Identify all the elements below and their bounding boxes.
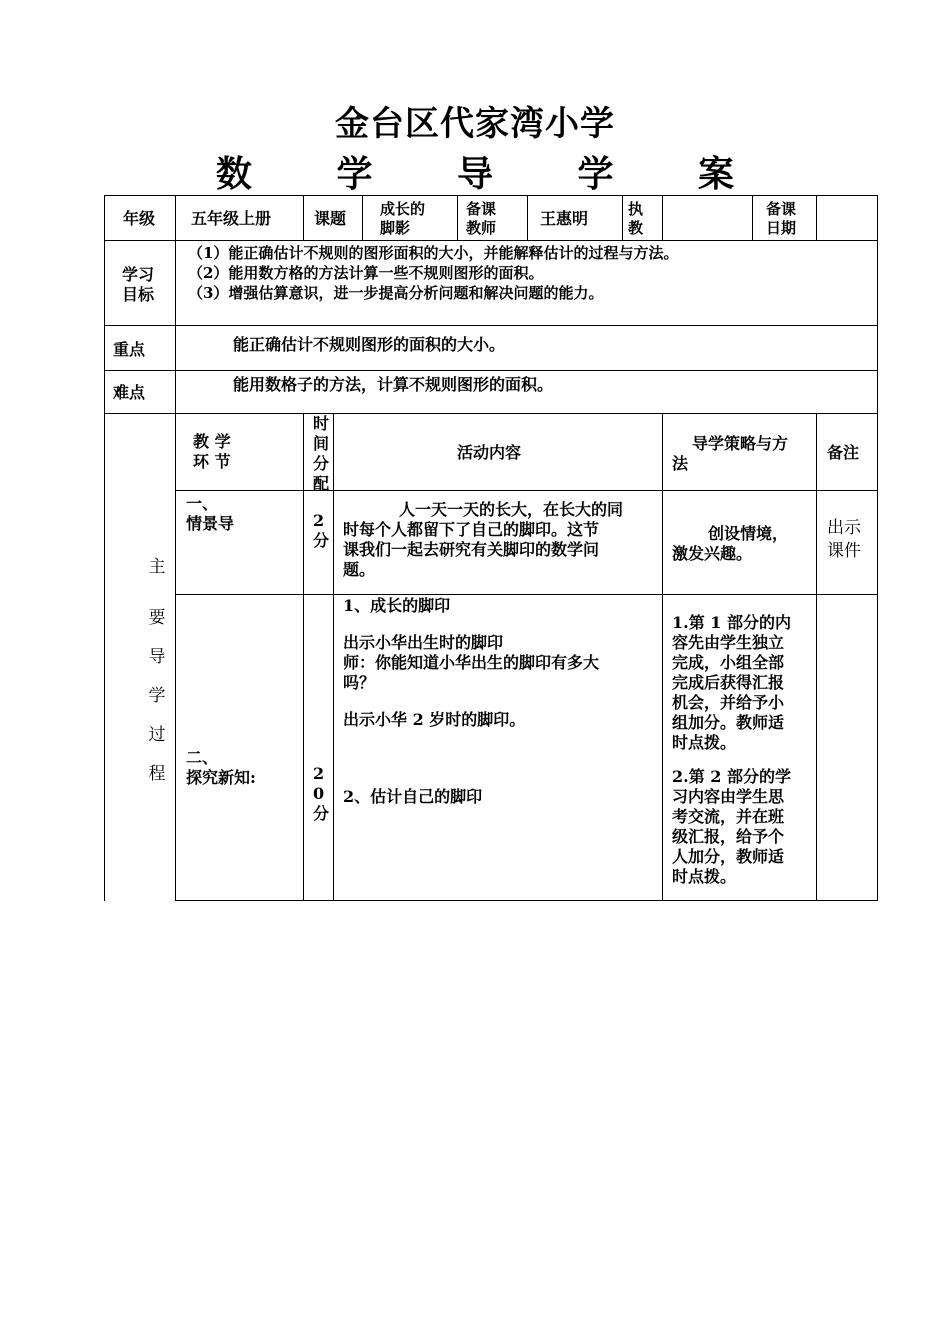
row2-activity-line: 出示小华 2 岁时的脚印。 (343, 710, 526, 729)
row2-activity-line: 1、成长的脚印 (343, 596, 451, 615)
row1-activity: 人一天一天的长大，在长大的同 时每个人都留下了自己的脚印。这节 课我们一起去研究有关脚印的数学问 题。 (343, 500, 624, 579)
difficulty-label: 难点 (113, 383, 146, 402)
row1-time: 2 分 (313, 511, 330, 550)
objective-item: （2）能用数方格的方法计算一些不规则图形的面积。 (188, 264, 544, 282)
row2-stage: 二、 探究新知: (186, 748, 256, 787)
objective-item: （3）增强估算意识，进一步提高分析问题和解决问题的能力。 (188, 284, 604, 302)
doc-title: 数 学 导 学 案 (215, 154, 771, 195)
row2-activity-line: 2、估计自己的脚印 (343, 787, 483, 806)
teacher-value: 王惠明 (540, 209, 589, 228)
row2-strategy-1: 1.第 1 部分的内 容先由学生独立 完成，小组全部 完成后获得汇报 机会，并给予小 组加分。教师适 时点拨。 (672, 613, 791, 752)
row2-activity-line: 吗？ (343, 673, 376, 692)
header-note: 备注 (827, 443, 860, 462)
row2-activity-line: 师：你能知道小华出生的脚印有多大 (343, 653, 600, 672)
row2-strategy-2: 2.第 2 部分的学 习内容由学生思 考交流，并在班 级汇报，给予个 人加分，教师适 时点拨。 (672, 767, 791, 886)
difficulty-text: 能用数格子的方法，计算不规则图形的面积。 (233, 375, 554, 394)
row1-stage: 一、 情景导 (186, 494, 235, 533)
header-activity: 活动内容 (457, 443, 522, 462)
grade-value: 五年级上册 (191, 209, 272, 228)
header-time: 时 间 分 配 (313, 414, 330, 493)
key-point-label: 重点 (113, 340, 146, 359)
date-label: 备课 日期 (766, 200, 797, 237)
grade-label: 年级 (123, 209, 156, 228)
header-strategy: 导学策略与方 法 (672, 434, 789, 473)
objectives-label: 学习 目标 (122, 265, 155, 304)
objective-item: （1）能正确估计不规则的图形面积的大小，并能解释估计的过程与方法。 (188, 244, 679, 262)
teacher-label: 备课 教师 (466, 200, 497, 237)
exec-label: 执 教 (628, 200, 644, 237)
row1-strategy: 创设情境， 激发兴趣。 (672, 524, 789, 563)
school-name: 金台区代家湾小学 (335, 104, 615, 144)
row2-time: 2 0 分 (313, 764, 330, 823)
key-point-text: 能正确估计不规则图形的面积的大小。 (233, 335, 506, 354)
topic-label: 课题 (314, 209, 347, 228)
row2-activity-line: 出示小华出生时的脚印 (343, 633, 504, 652)
topic-value: 成长的 脚影 (380, 200, 426, 237)
header-stage: 教 学 环 节 (193, 432, 231, 471)
row1-note: 出示 课件 (827, 518, 861, 561)
